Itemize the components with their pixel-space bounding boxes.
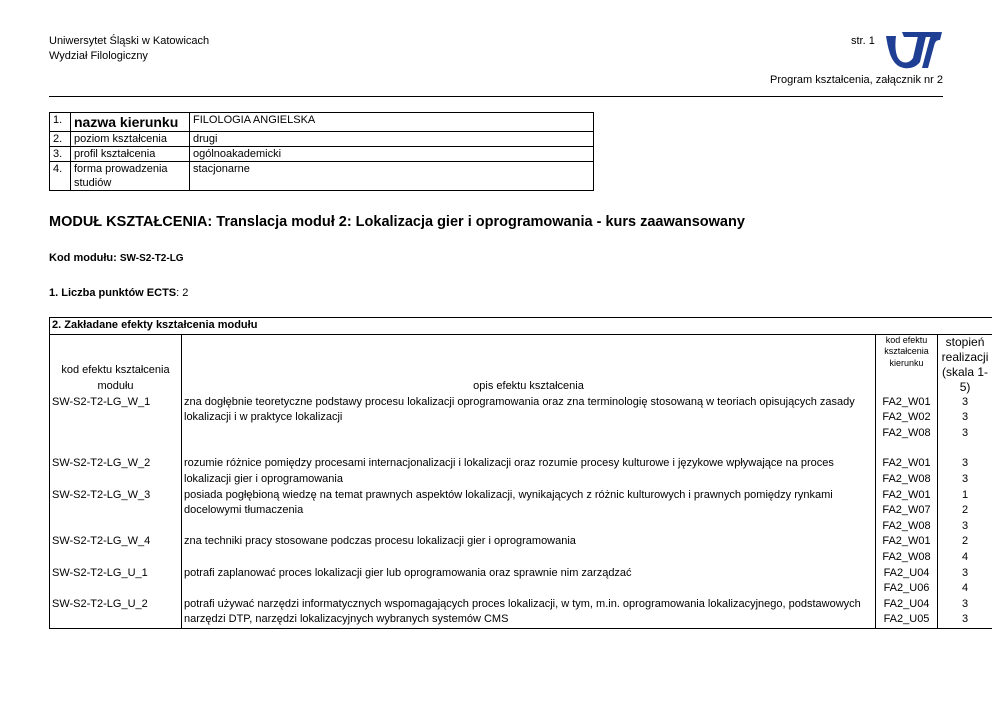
dir-code: FA2_W01: [882, 457, 931, 470]
effect-dir-codes: [876, 395, 938, 457]
module-code: SW-S2-T2-LG: [119, 253, 184, 264]
section-header-row: [50, 318, 992, 335]
info-value: FILOLOGIA ANGIELSKA: [190, 113, 594, 132]
level: 4: [961, 550, 969, 563]
col-header-dir: kod efektu kształcenia kierunku: [876, 334, 938, 395]
dir-code: FA2_W08: [882, 426, 931, 439]
column-header-row: [50, 334, 992, 395]
info-value: ogólnoakademicki: [190, 147, 594, 162]
effect-code: SW-S2-T2-LG_U_1: [50, 566, 182, 597]
info-value: drugi: [190, 132, 594, 147]
dir-code: FA2_W01: [882, 488, 931, 501]
header-divider: [49, 96, 943, 97]
effect-levels: [938, 534, 992, 565]
effect-code: SW-S2-T2-LG_W_1: [50, 395, 182, 457]
table-row: [50, 534, 992, 565]
info-num: 2.: [50, 132, 71, 147]
dir-code: FA2_W01: [882, 535, 931, 548]
effect-code: SW-S2-T2-LG_U_2: [50, 597, 182, 629]
effect-dir-codes: [876, 566, 938, 597]
table-row: [50, 395, 992, 457]
level: 3: [961, 566, 969, 579]
ects-line: [49, 287, 188, 299]
section-title: 2. Zakładane efekty kształcenia modułu: [50, 318, 992, 335]
table-row: [50, 456, 992, 487]
col-header-code: kod efektu kształcenia modułu: [50, 334, 182, 395]
level: 1: [961, 488, 969, 501]
table-row: [50, 566, 992, 597]
col-header-level: stopień realizacji (skala 1-5): [938, 334, 992, 395]
program-info-table: [49, 112, 594, 191]
dir-code: FA2_U06: [883, 582, 930, 595]
level: 3: [961, 597, 969, 610]
dir-code: FA2_U04: [883, 597, 930, 610]
dir-code: FA2_U05: [883, 613, 930, 626]
level: 3: [961, 395, 969, 408]
info-row: [50, 113, 594, 132]
level: 3: [961, 457, 969, 470]
dir-code: FA2_W07: [882, 504, 931, 517]
module-code-label: Kod modułu:: [49, 252, 117, 264]
university-logo-icon: [882, 28, 944, 74]
faculty-name: Wydział Filologiczny: [49, 50, 148, 62]
effect-code: SW-S2-T2-LG_W_4: [50, 534, 182, 565]
dir-code: FA2_W01: [882, 395, 931, 408]
effect-desc: posiada pogłębioną wiedzę na temat prawnych aspektów lokalizacji, wynikających z różnic kulturowych i prawnych pomiędzy rynkami docelowymi tłumaczenia: [182, 488, 876, 535]
level: 3: [961, 519, 969, 532]
effect-desc: potrafi zaplanować proces lokalizacji gier lub oprogramowania oraz sprawnie nim zarządzać: [182, 566, 876, 597]
effect-dir-codes: [876, 488, 938, 535]
effect-dir-codes: [876, 456, 938, 487]
dir-code: FA2_W02: [882, 411, 931, 424]
effect-levels: [938, 488, 992, 535]
dir-code: FA2_U04: [883, 566, 930, 579]
page-number: str. 1: [851, 35, 875, 47]
level: 3: [961, 411, 969, 424]
dir-code: FA2_W08: [882, 519, 931, 532]
learning-effects-table: [49, 317, 992, 629]
dir-code: FA2_W08: [882, 472, 931, 485]
module-code-line: [49, 252, 184, 264]
effect-levels: [938, 597, 992, 629]
effect-levels: [938, 566, 992, 597]
university-name: Uniwersytet Śląski w Katowicach: [49, 35, 210, 47]
level: 3: [961, 426, 969, 439]
info-label: forma prowadzenia studiów: [71, 162, 190, 191]
effect-desc: zna techniki pracy stosowane podczas procesu lokalizacji gier i oprogramowania: [182, 534, 876, 565]
level: 4: [961, 582, 969, 595]
module-title: MODUŁ KSZTAŁCENIA: Translacja moduł 2: Lokalizacja gier i oprogramowania - kurs zaawansowany: [49, 214, 745, 230]
effect-code: SW-S2-T2-LG_W_2: [50, 456, 182, 487]
header-left: [49, 34, 209, 64]
level: 3: [961, 472, 969, 485]
info-value: stacjonarne: [190, 162, 594, 191]
ects-value: : 2: [176, 287, 189, 299]
effect-dir-codes: [876, 597, 938, 629]
effect-desc: potrafi używać narzędzi informatycznych wspomagających proces lokalizacji, w tym, m.in. oprogramowania lokalizacyjnego, podstawowych narzędzi DTP, narzędzi lokalizacyjnych wybranych systemów CMS: [182, 597, 876, 629]
dir-code: FA2_W08: [882, 550, 931, 563]
info-num: 1.: [50, 113, 71, 132]
level: 2: [961, 535, 969, 548]
table-row: [50, 597, 992, 629]
level: 2: [961, 504, 969, 517]
info-label: poziom kształcenia: [71, 132, 190, 147]
level: 3: [961, 613, 969, 626]
effect-dir-codes: [876, 534, 938, 565]
info-num: 4.: [50, 162, 71, 191]
info-row: [50, 162, 594, 191]
effect-levels: [938, 456, 992, 487]
effect-levels: [938, 395, 992, 457]
program-note: Program kształcenia, załącznik nr 2: [769, 74, 943, 86]
effect-code: SW-S2-T2-LG_W_3: [50, 488, 182, 535]
info-row: [50, 147, 594, 162]
info-label: profil kształcenia: [71, 147, 190, 162]
info-row: [50, 132, 594, 147]
col-header-desc: opis efektu kształcenia: [182, 334, 876, 395]
info-num: 3.: [50, 147, 71, 162]
effect-desc: zna dogłębnie teoretyczne podstawy procesu lokalizacji oprogramowania oraz zna terminologię stosowaną w teoriach opisujących zasady lokalizacji i w praktyce lokalizacji: [182, 395, 876, 457]
info-label: nazwa kierunku: [71, 113, 190, 132]
ects-label: 1. Liczba punktów ECTS: [49, 287, 177, 299]
table-row: [50, 488, 992, 535]
effect-desc: rozumie różnice pomiędzy procesami internacjonalizacji i lokalizacji oraz rozumie procesy kulturowe i językowe wpływające na proces lokalizacji gier i oprogramowania: [182, 456, 876, 487]
